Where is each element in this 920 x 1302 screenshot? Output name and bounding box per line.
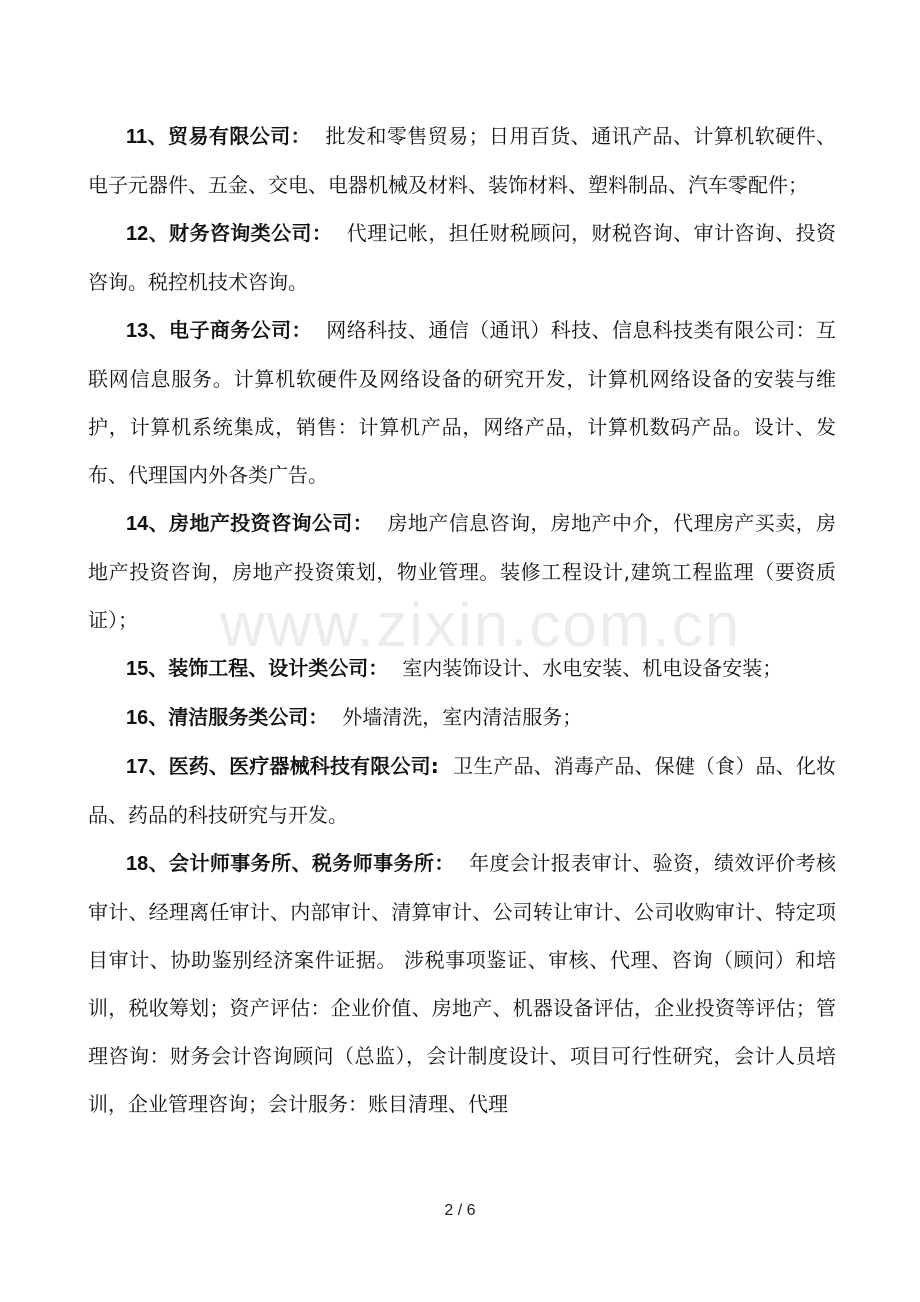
- list-item: [88, 306, 836, 499]
- document-body: [88, 112, 836, 1128]
- item-number: 14: [126, 513, 149, 535]
- item-number: 18: [126, 853, 149, 875]
- page-number: 2 / 6: [444, 1202, 476, 1219]
- item-heading: 、房地产投资咨询公司：: [148, 511, 374, 535]
- watermark: www.zixin.com.cn: [220, 591, 742, 660]
- list-item: [88, 693, 836, 742]
- item-heading: 、医药、医疗器械科技有限公司:: [148, 754, 439, 778]
- item-heading: 、电子商务公司：: [148, 318, 312, 342]
- item-number: 16: [126, 707, 149, 729]
- item-text: 外墙清洗，室内清洁服务；: [342, 705, 583, 729]
- item-heading: 、贸易有限公司：: [147, 124, 312, 148]
- list-item: [88, 499, 836, 644]
- item-text: 卫生产品、消毒产品、保健（食）品、化妆品、药品的科技研究与开发。: [88, 754, 837, 827]
- item-number: 11: [126, 126, 148, 148]
- list-item: [88, 209, 836, 306]
- item-heading: 、财务咨询类公司：: [148, 221, 333, 245]
- list-item: [88, 644, 836, 693]
- item-number: 13: [126, 320, 149, 342]
- list-item: [88, 112, 836, 209]
- item-number: 12: [126, 223, 149, 245]
- item-number: 15: [126, 658, 149, 680]
- item-number: 17: [126, 756, 149, 778]
- list-item: [88, 742, 836, 839]
- item-heading: 、清洁服务类公司：: [148, 705, 329, 729]
- item-text: 年度会计报表审计、验资，绩效评价考核审计、经理离任审计、内部审计、清算审计、公司转让审计、公司收购审计、特定项目审计、协助鉴别经济案件证据。 涉税事项鉴证、审核、代理、咨询（顾问）和培训，税收筹划；资产评估：企业价值、房地产、机器设备评估，企业投资等评估；管理咨询：财务会计咨询顾问（总监），会计制度设计、项目可行性研究，会计人员培训，企业管理咨询；会计服务：账目清理、代理: [88, 851, 837, 1116]
- item-text: 房地产信息咨询，房地产中介，代理房产买卖，房地产投资咨询，房地产投资策划，物业管理。装修工程设计,建筑工程监理（要资质证）；: [88, 511, 837, 632]
- item-text: 网络科技、通信（通讯）科技、信息科技类有限公司：互联网信息服务。计算机软硬件及网络设备的研究开发，计算机网络设备的安装与维护，计算机系统集成，销售：计算机产品，网络产品，计算机数码产品。设计、发布、代理国内外各类广告。: [88, 318, 837, 487]
- item-text: 批发和零售贸易；日用百货、通讯产品、计算机软硬件、电子元器件、五金、交电、电器机械及材料、装饰材料、塑料制品、汽车零配件；: [88, 124, 837, 197]
- item-heading: 、会计师事务所、税务师事务所：: [148, 851, 455, 875]
- item-text: 室内装饰设计、水电安装、机电设备安装；: [402, 656, 783, 680]
- item-text: 代理记帐，担任财税顾问，财税咨询、审计咨询、投资咨询。税控机技术咨询。: [88, 221, 837, 294]
- list-item: [88, 839, 836, 1128]
- item-heading: 、装饰工程、设计类公司：: [148, 656, 389, 680]
